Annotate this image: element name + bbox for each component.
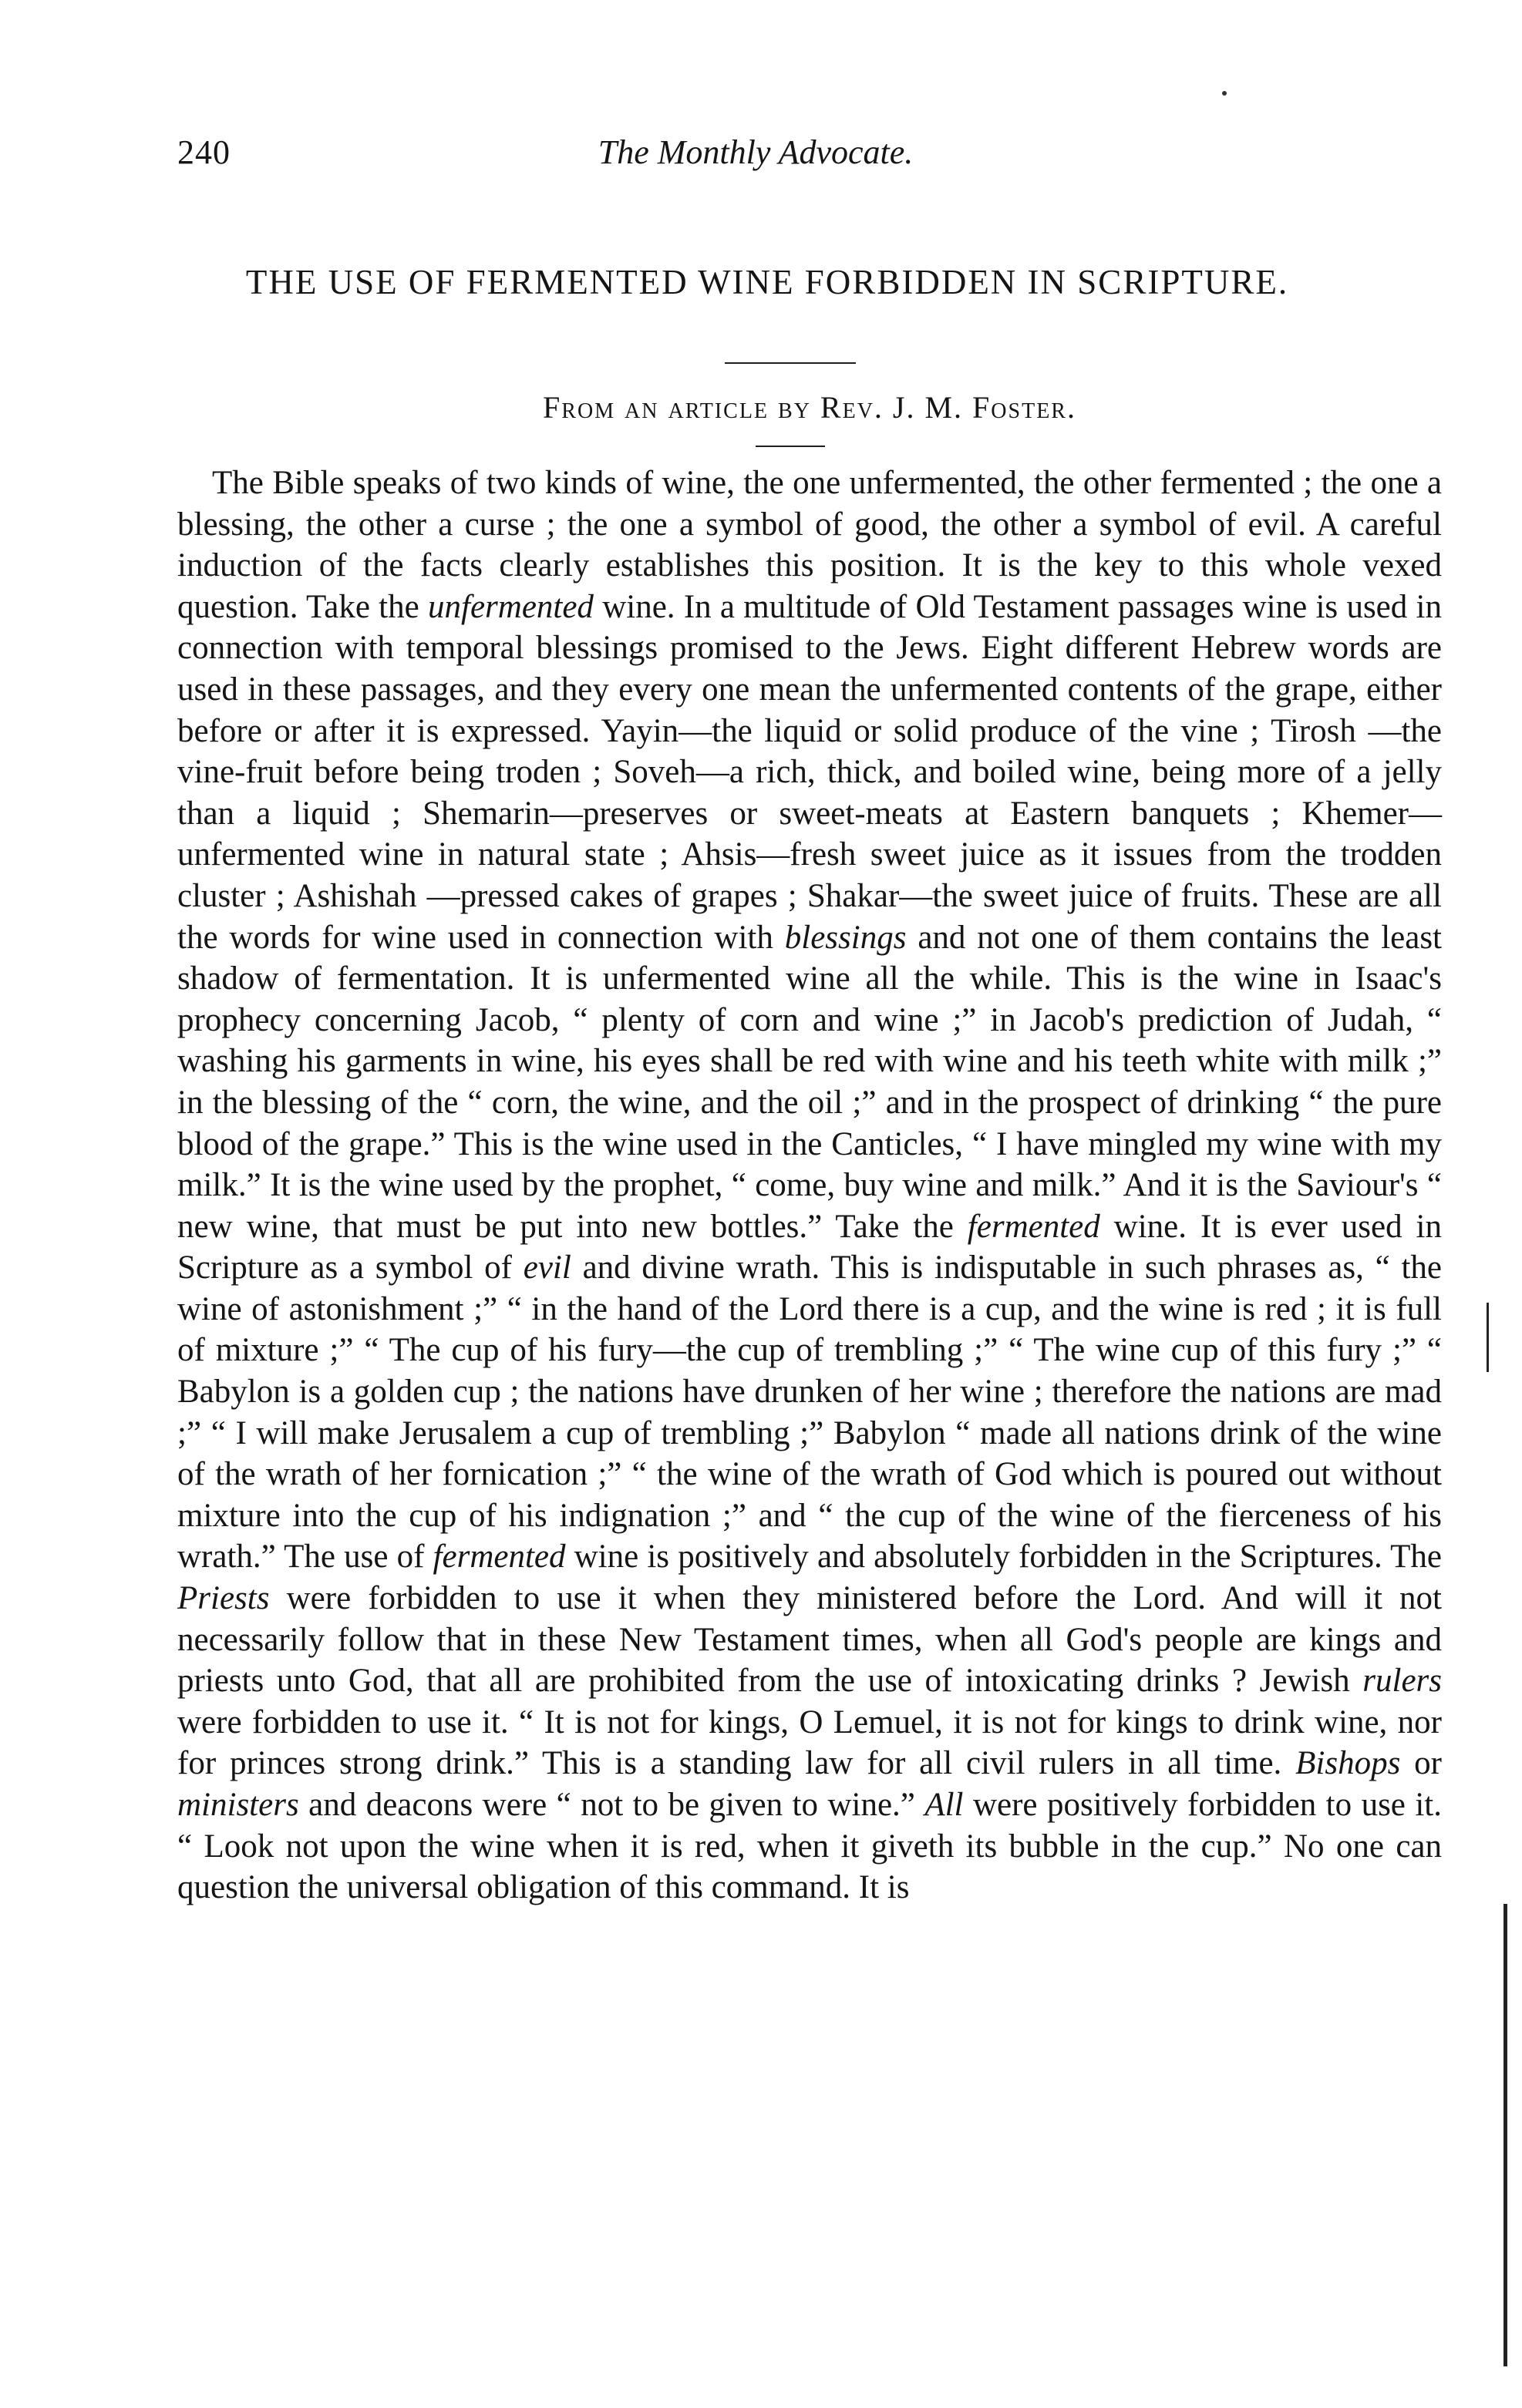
body-text-segment: and not one of them contains the least shadow of fermentation. It is unfermented wine all the while. This is the wine in Isaac's prophecy concerning Jacob, “ plenty of corn and wine ;” in Jacob's prediction of Judah, “ washing his garments in wine, his eyes shall be red with wine and his teeth white with milk ;” in the blessing of the “ corn, the wine, and the oil ;” and in the prospect of drinking “ the pure blood of the grape.” This is the wine used in the Canticles, “ I have mingled my wine with my milk.” It is the wine used by the prophet, “ come, buy wine and milk.” And it is the Saviour's “ new wine, that must be put into new bottles.” Take the [177, 919, 1442, 1245]
byline-divider [756, 446, 825, 447]
print-speck [1222, 91, 1227, 96]
journal-title: The Monthly Advocate. [598, 133, 914, 171]
body-text-segment: were positively forbidden to use it. “ Look not upon the wine when it is red, when it giveth its bubble in the cup.” No one can question the universal obligation of this command. It is [177, 1787, 1442, 1906]
emphasis-fermented: fermented [967, 1208, 1100, 1245]
page-number: 240 [177, 133, 231, 171]
emphasis-all: All [924, 1787, 964, 1823]
body-text-segment: and deacons were “ not to be given to wine.” [298, 1787, 925, 1823]
emphasis-rulers: rulers [1362, 1663, 1442, 1700]
body-text-segment: The Bible speaks of two kinds of wine, the one unfermented, the other fermented ; the one a blessing, the other a curse ; the one a symbol of good, the other a symbol of evil. A careful induction of the facts clearly establishes this position. It is the key to this whole vexed question. Take the [177, 465, 1442, 625]
body-text-segment: were forbidden to use it. “ It is not for kings, O Lemuel, it is not for kings to drink wine, nor for princes strong drink.” This is a standing law for all civil rulers in all time. [177, 1703, 1442, 1782]
title-divider [725, 362, 856, 364]
margin-mark [1487, 1303, 1489, 1372]
body-text-segment: wine. It is ever used in Scripture as a symbol of [177, 1208, 1442, 1286]
emphasis-evil: evil [523, 1249, 571, 1286]
body-text-segment: wine is positively and absolutely forbidden in the Scriptures. The [565, 1539, 1442, 1576]
emphasis-blessings: blessings [784, 919, 907, 956]
article-title: THE USE OF FERMENTED WINE FORBIDDEN IN SCRIPTURE. [245, 263, 1289, 301]
running-head [177, 133, 1442, 187]
emphasis-unfermented: unfermented [428, 588, 594, 625]
article-body [177, 462, 1442, 1909]
body-text-segment: were forbidden to use it when they ministered before the Lord. And will it not necessarily follow that in these New Testament times, when all God's people are kings and priests unto God, that all are prohibited from the use of intoxicating drinks ? Jewish [177, 1580, 1442, 1700]
margin-mark [1503, 1904, 1507, 2366]
emphasis-bishops: Bishops [1295, 1745, 1401, 1782]
article-byline: From an article by Rev. J. M. Foster. [543, 390, 1076, 425]
body-text-segment: and divine wrath. This is indisputable in such phrases as, “ the wine of astonishment ;” “ in the hand of the Lord there is a cup, and the wine is red ; it is full of mixture ;” “ The cup of his fury—the cup of trembling ;” “ The wine cup of this fury ;” “ Babylon is a golden cup ; the nations have drunken of her wine ; therefore the nations are mad ;” “ I will make Jerusalem a cup of trembling ;” Babylon “ made all nations drink of the wine of the wrath of her fornication ;” “ the wine of the wrath of God which is poured out without mixture into the cup of his indignation ;” and “ the cup of the wine of the fierceness of his wrath.” The use of [177, 1249, 1442, 1576]
body-text-segment: wine. In a multitude of Old Testament passages wine is used in connection with temporal blessings promised to the Jews. Eight different Hebrew words are used in these passages, and they every one mean the unfermented contents of the grape, either before or after it is expressed. Yayin—the liquid or solid produce of the vine ; Tirosh —the vine-fruit before being troden ; Soveh—a rich, thick, and boiled wine, being more of a jelly than a liquid ; Shemarin—preserves or sweet-meats at Eastern banquets ; Khemer—unfermented wine in natural state ; Ahsis—fresh sweet juice as it issues from the trodden cluster ; Ashishah —pressed cakes of grapes ; Shakar—the sweet juice of fruits. These are all the words for wine used in connection with [177, 588, 1442, 956]
emphasis-priests: Priests [177, 1580, 270, 1617]
emphasis-fermented: fermented [433, 1539, 566, 1576]
body-text-segment: or [1400, 1745, 1442, 1782]
emphasis-ministers: ministers [177, 1787, 299, 1823]
